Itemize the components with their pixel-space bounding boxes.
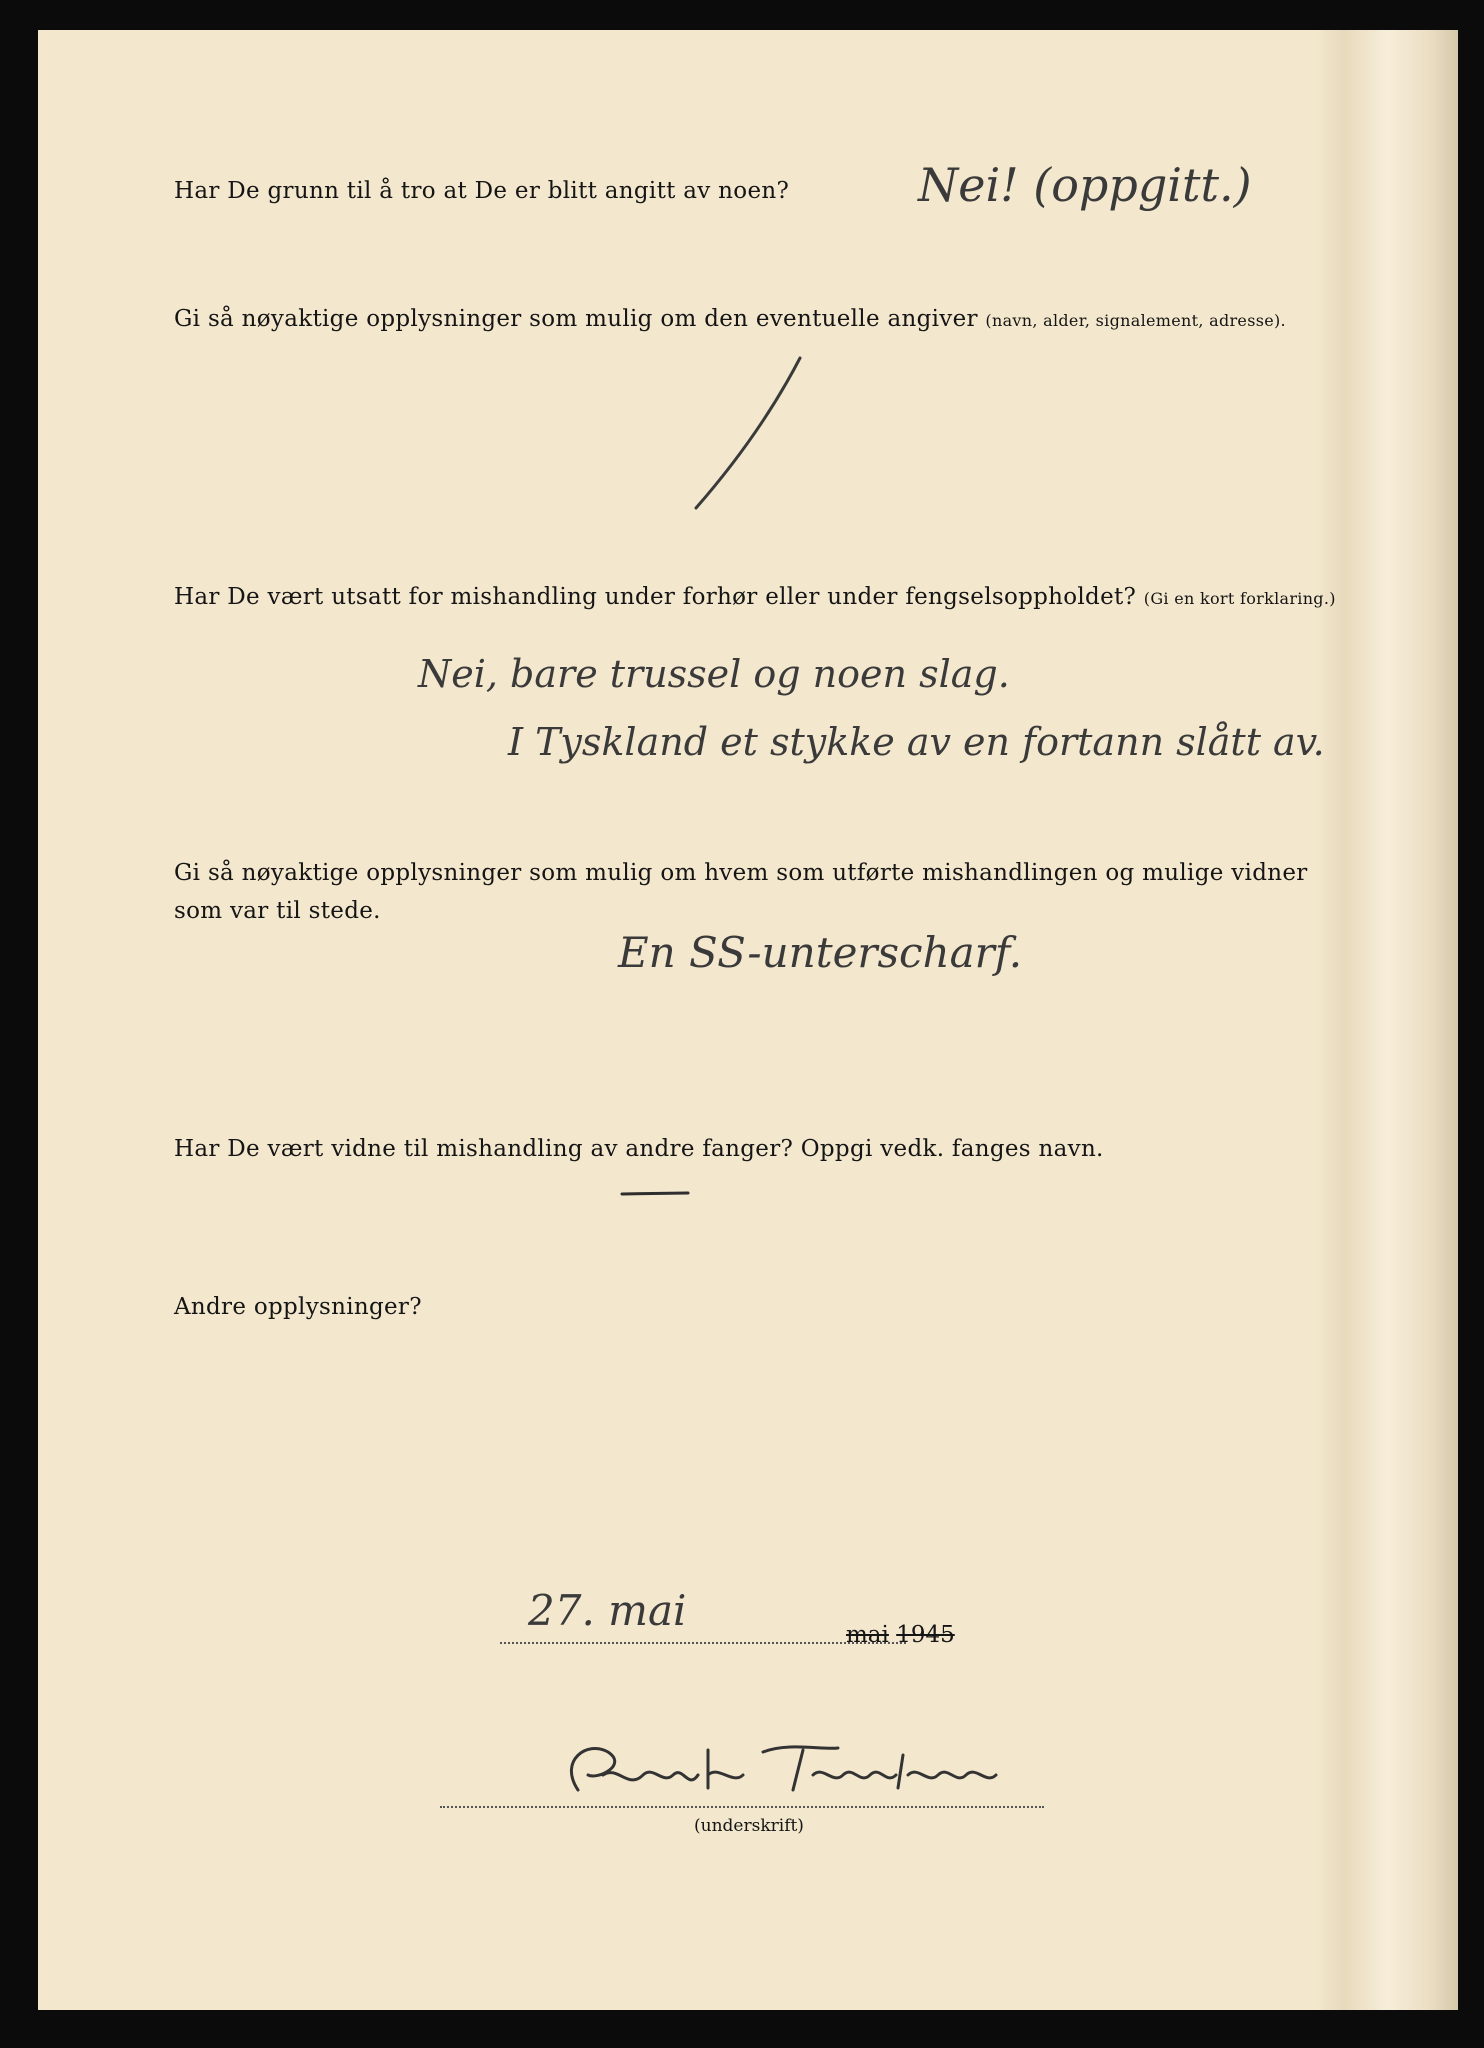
- question-denounced: Har De grunn til å tro at De er blitt angitt av noen?: [174, 178, 790, 204]
- form-page: [38, 30, 1458, 2010]
- question-witness: Har De vært vidne til mishandling av andre fanger? Oppgi vedk. fanges navn.: [174, 1136, 1104, 1162]
- question-informer-note: (navn, alder, signalement, adresse).: [985, 311, 1286, 330]
- answer-denounced: Nei! (oppgitt.): [918, 158, 1252, 212]
- question-mistreatment-note: (Gi en kort forklaring.): [1143, 589, 1336, 608]
- question-perpetrator-line2: som var til stede.: [174, 898, 381, 924]
- signature-line: [440, 1806, 1044, 1808]
- answer-witness-dash: [618, 1188, 698, 1200]
- answer-informer-slash: [678, 350, 818, 520]
- question-mistreatment: [174, 584, 1336, 610]
- date-printed-month: mai: [846, 1622, 889, 1648]
- date-handwritten: 27. mai: [528, 1586, 687, 1635]
- date-printed: [846, 1622, 955, 1648]
- answer-mistreatment-line1: Nei, bare trussel og noen slag.: [418, 652, 1010, 696]
- answer-mistreatment-line2: I Tyskland et stykke av en fortann slått av.: [508, 720, 1325, 764]
- question-other-info: Andre opplysninger?: [174, 1294, 422, 1320]
- question-mistreatment-main: Har De vært utsatt for mishandling under forhør eller under fengselsoppholdet?: [174, 584, 1137, 610]
- date-printed-year: 1945: [896, 1622, 955, 1648]
- signature: [548, 1730, 1018, 1810]
- question-perpetrator-line1: Gi så nøyaktige opplysninger som mulig om hvem som utførte mishandlingen og mulige vidner: [174, 860, 1308, 886]
- question-informer-main: Gi så nøyaktige opplysninger som mulig om den eventuelle angiver: [174, 306, 978, 332]
- answer-perpetrator: En SS-unterscharf.: [618, 928, 1023, 977]
- signature-caption: (underskrift): [694, 1816, 804, 1836]
- question-informer-details: [174, 306, 1286, 332]
